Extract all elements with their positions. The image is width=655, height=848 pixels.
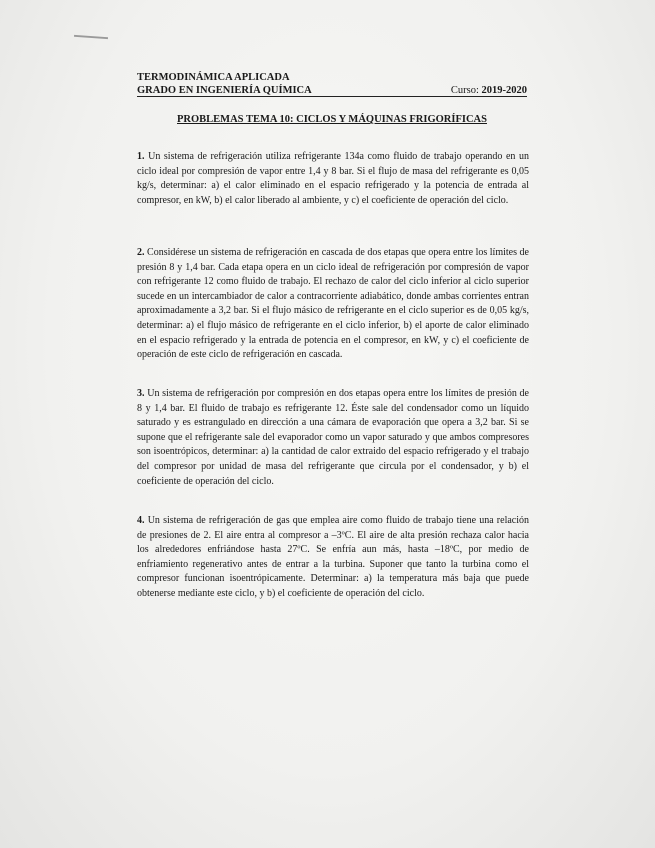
course-value: 2019-2020 (481, 85, 527, 96)
problem-1 (137, 150, 529, 208)
course-label: Curso: (450, 85, 479, 96)
problem-text: Considérese un sistema de refrigeración en cascada de dos etapas que opera entre los límites de presión 8 y 1,4 bar. Cada etapa opera en un ciclo ideal de refrigeración por compresión de vapor con refrigerante 12 como fluido de trabajo. El rechazo de calor del ciclo inferior al ciclo superior sucede en un intercambiador de calor a contracorriente adiabático, donde ambas corrientes entran aproximadamente a 3,2 bar. Si el flujo másico de refrigerante en el ciclo superior es de 0,05 kg/s, determinar: a) el flujo másico de refrigerante en el ciclo inferior, b) el aporte de calor eliminado en el espacio refrigerado y la entrada de potencia en el compresor, en kW, y c) el coeficiente de operación de este ciclo de refrigeración en cascada. (137, 247, 529, 361)
problem-number: 1. (137, 151, 145, 162)
document-header (137, 71, 527, 97)
problem-number: 3. (137, 388, 145, 399)
pencil-mark (74, 35, 108, 39)
problem-2 (137, 246, 529, 363)
header-divider (137, 96, 527, 97)
problem-text: Un sistema de refrigeración de gas que emplea aire como fluido de trabajo tiene una relación de presiones de 2. El aire entra al compresor a –3ºC. El aire de alta presión rechaza calor hacia los alrededores enfriándose hasta 27ºC. Se enfría aun más, hasta –18ºC, por medio de enfriamiento regenerativo antes de entrar a la turbina. Suponer que tanto la turbina como el compresor funcionan isoentrópicamente. Determinar: a) la temperatura más baja que puede obtenerse mediante este ciclo, y b) el coeficiente de operación del ciclo. (137, 515, 530, 599)
subject-name: TERMODINÁMICA APLICADA (137, 72, 290, 83)
problem-number: 2. (137, 247, 145, 258)
problem-4 (137, 514, 529, 602)
problem-number: 4. (137, 515, 145, 526)
problem-text: Un sistema de refrigeración utiliza refrigerante 134a como fluido de trabajo operando en un ciclo ideal por compresión de vapor entre 1,4 y 8 bar. Si el flujo de masa del refrigerante es 0,05 kg/s, determinar: a) el calor eliminado en el espacio refrigerado y la potencia de entrada al compresor, en kW, b) el calor liberado al ambiente, y c) el coeficiente de operación del ciclo. (137, 151, 530, 206)
document-title: PROBLEMAS TEMA 10: CICLOS Y MÁQUINAS FRIGORÍFICAS (177, 114, 487, 125)
degree-name: GRADO EN INGENIERÍA QUÍMICA (137, 85, 312, 96)
problem-3 (137, 387, 529, 489)
problem-text: Un sistema de refrigeración por compresión en dos etapas opera entre los límites de presión de 8 y 1,4 bar. El fluido de trabajo es refrigerante 12. Éste sale del condensador como un líquido saturado y es estrangulado en dirección a una cámara de evaporación que opera a 3,2 bar. Si se supone que el refrigerante sale del evaporador como un vapor saturado y que ambos compresores son isoentrópicos, determinar: a) la cantidad de calor extraido del espacio refrigerado y el trabajo del compresor por unidad de masa del refrigerante que circula por el condensador, y b) el coeficiente de operación del ciclo. (137, 388, 529, 487)
